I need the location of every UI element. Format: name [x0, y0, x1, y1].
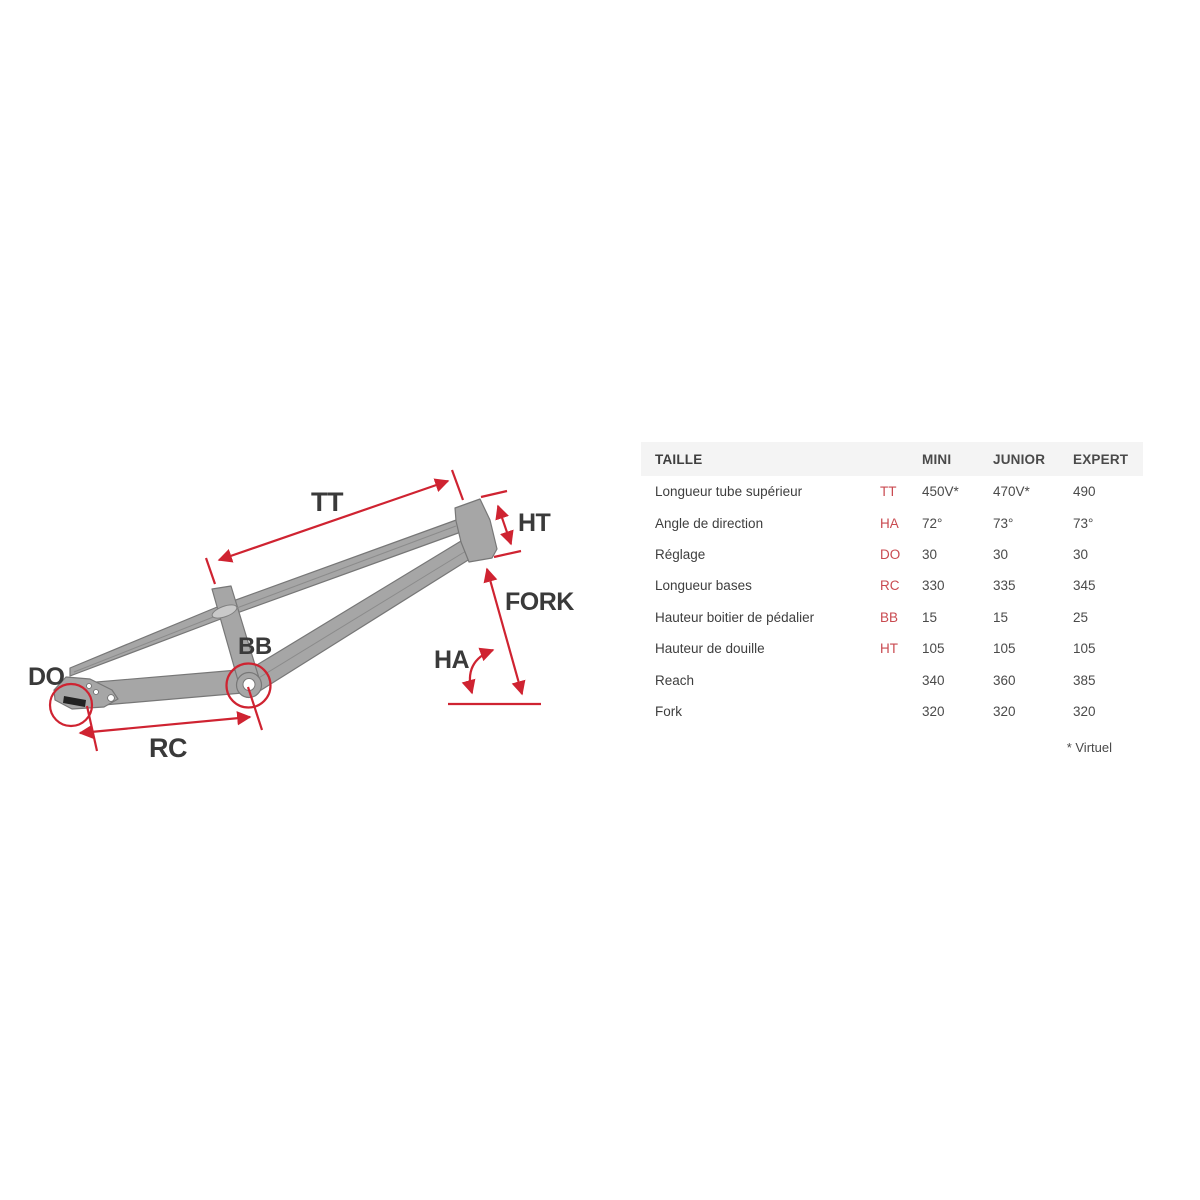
- dropout-hole-3: [108, 695, 115, 702]
- bb-label: BB: [238, 633, 272, 660]
- row-label: Reach: [655, 672, 695, 688]
- header-size-label: TAILLE: [655, 451, 703, 467]
- value-junior: 320: [993, 703, 1016, 719]
- table-row-fork: [641, 696, 1143, 727]
- header-col-expert: EXPERT: [1073, 451, 1129, 467]
- header-col-mini: MINI: [922, 451, 952, 467]
- table-row-head-angle: [641, 507, 1143, 538]
- frame-geometry-diagram: [0, 430, 620, 775]
- row-label: Longueur tube supérieur: [655, 484, 803, 500]
- row-code: HT: [880, 641, 898, 657]
- row-label: Hauteur boitier de pédalier: [655, 609, 815, 625]
- table-row-top-tube: [641, 476, 1143, 507]
- value-junior: 15: [993, 609, 1009, 625]
- value-expert: 490: [1073, 484, 1096, 500]
- table-row-chainstay: [641, 570, 1143, 601]
- tt-tick-right: [452, 470, 463, 500]
- value-expert: 385: [1073, 672, 1096, 688]
- value-mini: 450V*: [922, 484, 959, 500]
- value-mini: 30: [922, 546, 938, 562]
- bmx-frame-illustration: [54, 499, 497, 709]
- row-code: RC: [880, 578, 900, 594]
- value-junior: 335: [993, 578, 1016, 594]
- virtual-footnote: * Virtuel: [1066, 740, 1112, 756]
- geometry-spec-table: [641, 442, 1143, 755]
- value-junior: 30: [993, 546, 1009, 562]
- header-col-junior: JUNIOR: [993, 451, 1046, 467]
- value-mini: 320: [922, 703, 945, 719]
- rc-dimension-arrow: [80, 717, 250, 733]
- row-label: Réglage: [655, 546, 706, 562]
- table-row-reach: [641, 664, 1143, 695]
- dropout-hole-2: [94, 690, 99, 695]
- dropout-hole-1: [87, 684, 92, 689]
- rc-tick-left: [87, 706, 97, 751]
- value-mini: 105: [922, 641, 945, 657]
- row-label: Angle de direction: [655, 515, 764, 531]
- ht-tick-bottom: [494, 551, 521, 557]
- ht-dimension-arrow: [498, 506, 511, 544]
- value-expert: 25: [1073, 609, 1089, 625]
- row-code: TT: [880, 484, 897, 500]
- value-expert: 73°: [1073, 515, 1094, 531]
- row-label: Hauteur de douille: [655, 641, 765, 657]
- row-label: Longueur bases: [655, 578, 752, 594]
- ha-label: HA: [434, 646, 470, 674]
- value-junior: 360: [993, 672, 1016, 688]
- ht-label: HT: [518, 509, 551, 537]
- value-junior: 470V*: [993, 484, 1030, 500]
- tt-label: TT: [311, 487, 343, 517]
- row-label: Fork: [655, 703, 682, 719]
- table-row-bb-height: [641, 602, 1143, 633]
- value-expert: 320: [1073, 703, 1096, 719]
- row-code: DO: [880, 546, 901, 562]
- value-expert: 105: [1073, 641, 1096, 657]
- value-junior: 105: [993, 641, 1016, 657]
- value-mini: 340: [922, 672, 945, 688]
- value-mini: 330: [922, 578, 945, 594]
- value-junior: 73°: [993, 515, 1014, 531]
- value-expert: 30: [1073, 546, 1089, 562]
- tt-tick-left: [206, 558, 215, 584]
- value-mini: 15: [922, 609, 938, 625]
- fork-label: FORK: [505, 588, 574, 616]
- row-code: BB: [880, 609, 899, 625]
- do-label: DO: [28, 663, 65, 691]
- ha-angle-arc: [470, 650, 493, 693]
- row-code: HA: [880, 515, 899, 531]
- value-expert: 345: [1073, 578, 1096, 594]
- rc-label: RC: [149, 733, 187, 763]
- ht-tick-top: [481, 491, 507, 497]
- table-row-head-tube: [641, 633, 1143, 664]
- table-row-dropout: [641, 539, 1143, 570]
- value-mini: 72°: [922, 515, 943, 531]
- table-header-row: [641, 442, 1143, 476]
